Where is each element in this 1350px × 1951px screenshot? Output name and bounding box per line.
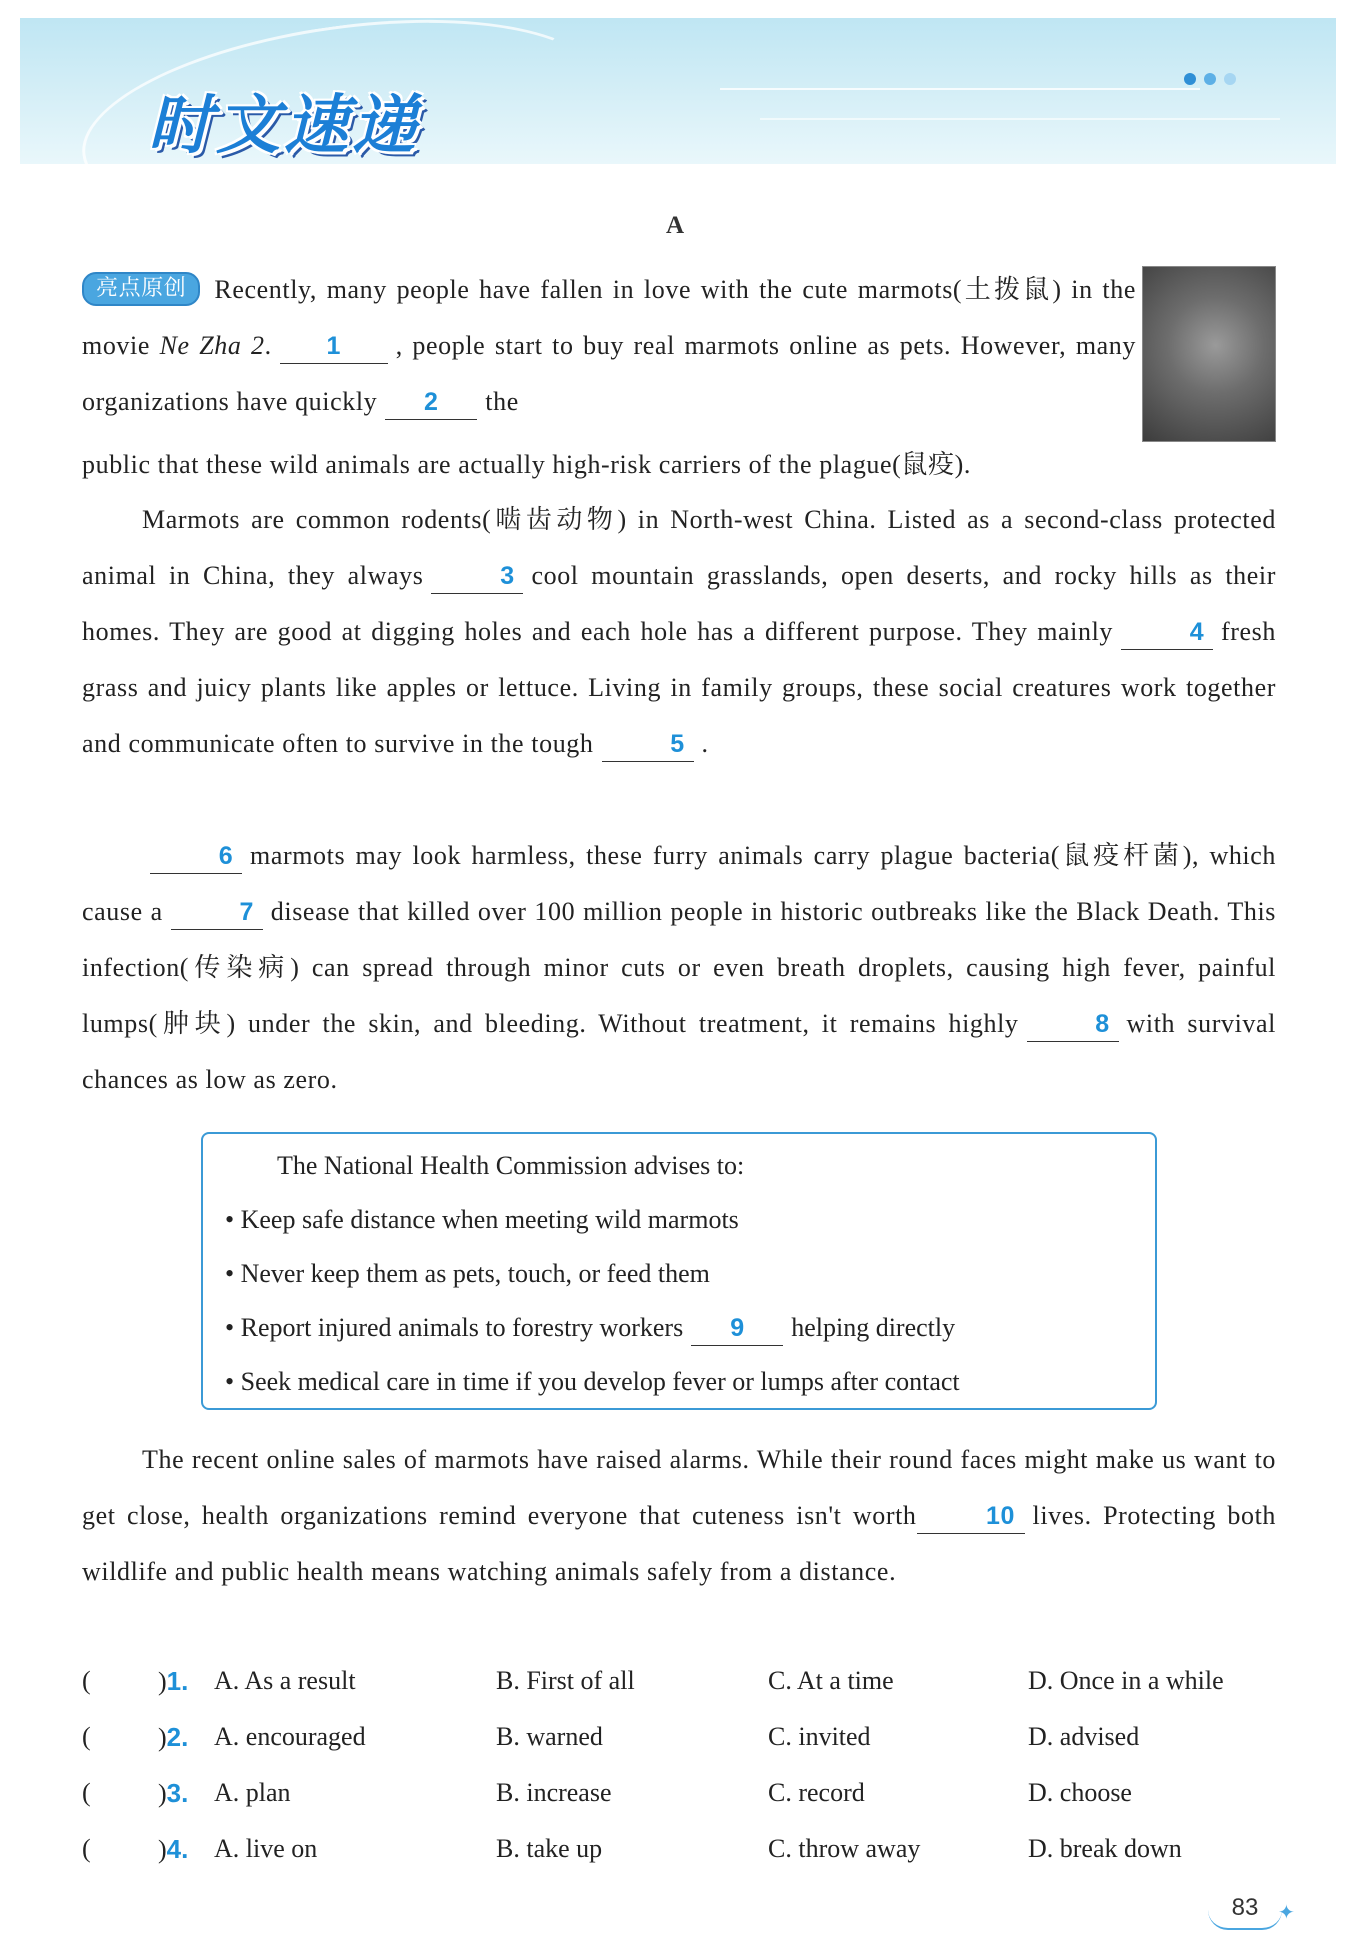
header-banner xyxy=(20,18,1336,164)
option-d[interactable]: D. choose xyxy=(1028,1778,1132,1807)
question-row: ( )2. A. encouraged B. warned C. invited D. advised xyxy=(82,1712,1282,1762)
paragraph-2: Marmots are common rodents(啮齿动物) in North-west China. Listed as a second-class protected animal in China, they always 3 cool mountain grasslands, open deserts, and rocky hills as their homes. They are good at digging holes and each hole has a different purpose. They mainly 4 fresh grass and juicy plants like apples or lettuce. Living in family groups, these social creatures work together and communicate often to survive in the tough 5 . xyxy=(82,492,1276,772)
question-row: ( )4. A. live on B. take up C. throw away D. break down xyxy=(82,1824,1282,1874)
option-b[interactable]: B. take up xyxy=(496,1834,603,1863)
paragraph-1: 亮点原创 Recently, many people have fallen in love with the cute marmots(土拨鼠) in the movie Ne Zha 2. 1 , people start to buy real marmots online as pets. However, many organizations have quickly 2 the xyxy=(82,262,1136,430)
paragraph-3: 6 marmots may look harmless, these furry animals carry plague bacteria(鼠疫杆菌), which cause a 7 disease that killed over 100 million people in historic outbreaks like the Black Death. This infection(传染病) can spread through minor cuts or even breath droplets, causing high fever, painful lumps(肿块) under the skin, and bleeding. Without treatment, it remains highly 8 with survival chances as low as zero. xyxy=(82,841,1276,1094)
banner-dots xyxy=(1184,72,1244,90)
option-b[interactable]: B. increase xyxy=(496,1778,612,1807)
question-number: 4. xyxy=(166,1834,189,1864)
option-a[interactable]: A. live on xyxy=(214,1834,318,1863)
option-b[interactable]: B. First of all xyxy=(496,1666,635,1695)
blank-8[interactable]: 8 xyxy=(1027,1007,1119,1042)
advice-item: • Seek medical care in time if you develop fever or lumps after contact xyxy=(225,1367,960,1396)
option-c[interactable]: C. At a time xyxy=(768,1666,894,1695)
question-row: ( )3. A. plan B. increase C. record D. choose xyxy=(82,1768,1282,1818)
section-title: A xyxy=(665,212,685,239)
paragraph-4: The recent online sales of marmots have raised alarms. While their round faces might make us want to get close, health organizations remind everyone that cuteness isn't worth 10 lives. Protecting both wildlife and public health means watching animals safely from a distance. xyxy=(82,1445,1276,1586)
movie-title: Ne Zha 2 xyxy=(159,331,265,360)
dot-icon xyxy=(1204,73,1216,85)
question-number: 3. xyxy=(166,1778,189,1808)
advice-item: • Never keep them as pets, touch, or feed them xyxy=(225,1259,710,1288)
banner-title: 时文速递 xyxy=(148,89,420,163)
option-d[interactable]: D. Once in a while xyxy=(1028,1666,1224,1695)
question-row: ( )1. A. As a result B. First of all C. At a time D. Once in a while xyxy=(82,1656,1282,1706)
question-number: 1. xyxy=(166,1666,189,1696)
option-c[interactable]: C. record xyxy=(768,1778,865,1807)
option-c[interactable]: C. throw away xyxy=(768,1834,921,1863)
advice-item: • Report injured animals to forestry workers 9 helping directly xyxy=(225,1304,955,1352)
advice-item: • Keep safe distance when meeting wild marmots xyxy=(225,1205,739,1234)
option-a[interactable]: A. encouraged xyxy=(214,1722,366,1751)
page-number: 83 xyxy=(1208,1888,1282,1930)
banner-line xyxy=(720,88,1200,90)
blank-10[interactable]: 10 xyxy=(917,1499,1025,1534)
blank-6[interactable]: 6 xyxy=(150,839,242,874)
question-number: 2. xyxy=(166,1722,189,1752)
blank-3[interactable]: 3 xyxy=(431,559,523,594)
option-d[interactable]: D. advised xyxy=(1028,1722,1140,1751)
advice-box xyxy=(201,1132,1157,1410)
option-b[interactable]: B. warned xyxy=(496,1722,603,1751)
blank-4[interactable]: 4 xyxy=(1121,615,1213,650)
option-d[interactable]: D. break down xyxy=(1028,1834,1182,1863)
sparkle-icon: ✦ xyxy=(1278,1902,1295,1924)
banner-line xyxy=(760,118,1280,120)
blank-9[interactable]: 9 xyxy=(691,1311,783,1346)
blank-5[interactable]: 5 xyxy=(602,727,694,762)
dot-icon xyxy=(1224,73,1236,85)
blank-2[interactable]: 2 xyxy=(385,385,477,420)
original-badge: 亮点原创 xyxy=(82,272,200,306)
blank-7[interactable]: 7 xyxy=(171,895,263,930)
paragraph-1-end: public that these wild animals are actually high-risk carriers of the plague(鼠疫). xyxy=(82,450,971,479)
option-a[interactable]: A. plan xyxy=(214,1778,291,1807)
option-c[interactable]: C. invited xyxy=(768,1722,871,1751)
blank-1[interactable]: 1 xyxy=(280,329,388,364)
option-a[interactable]: A. As a result xyxy=(214,1666,356,1695)
dot-icon xyxy=(1184,73,1196,85)
marmot-photo xyxy=(1142,266,1276,442)
advice-title: The National Health Commission advises to: xyxy=(277,1151,745,1180)
